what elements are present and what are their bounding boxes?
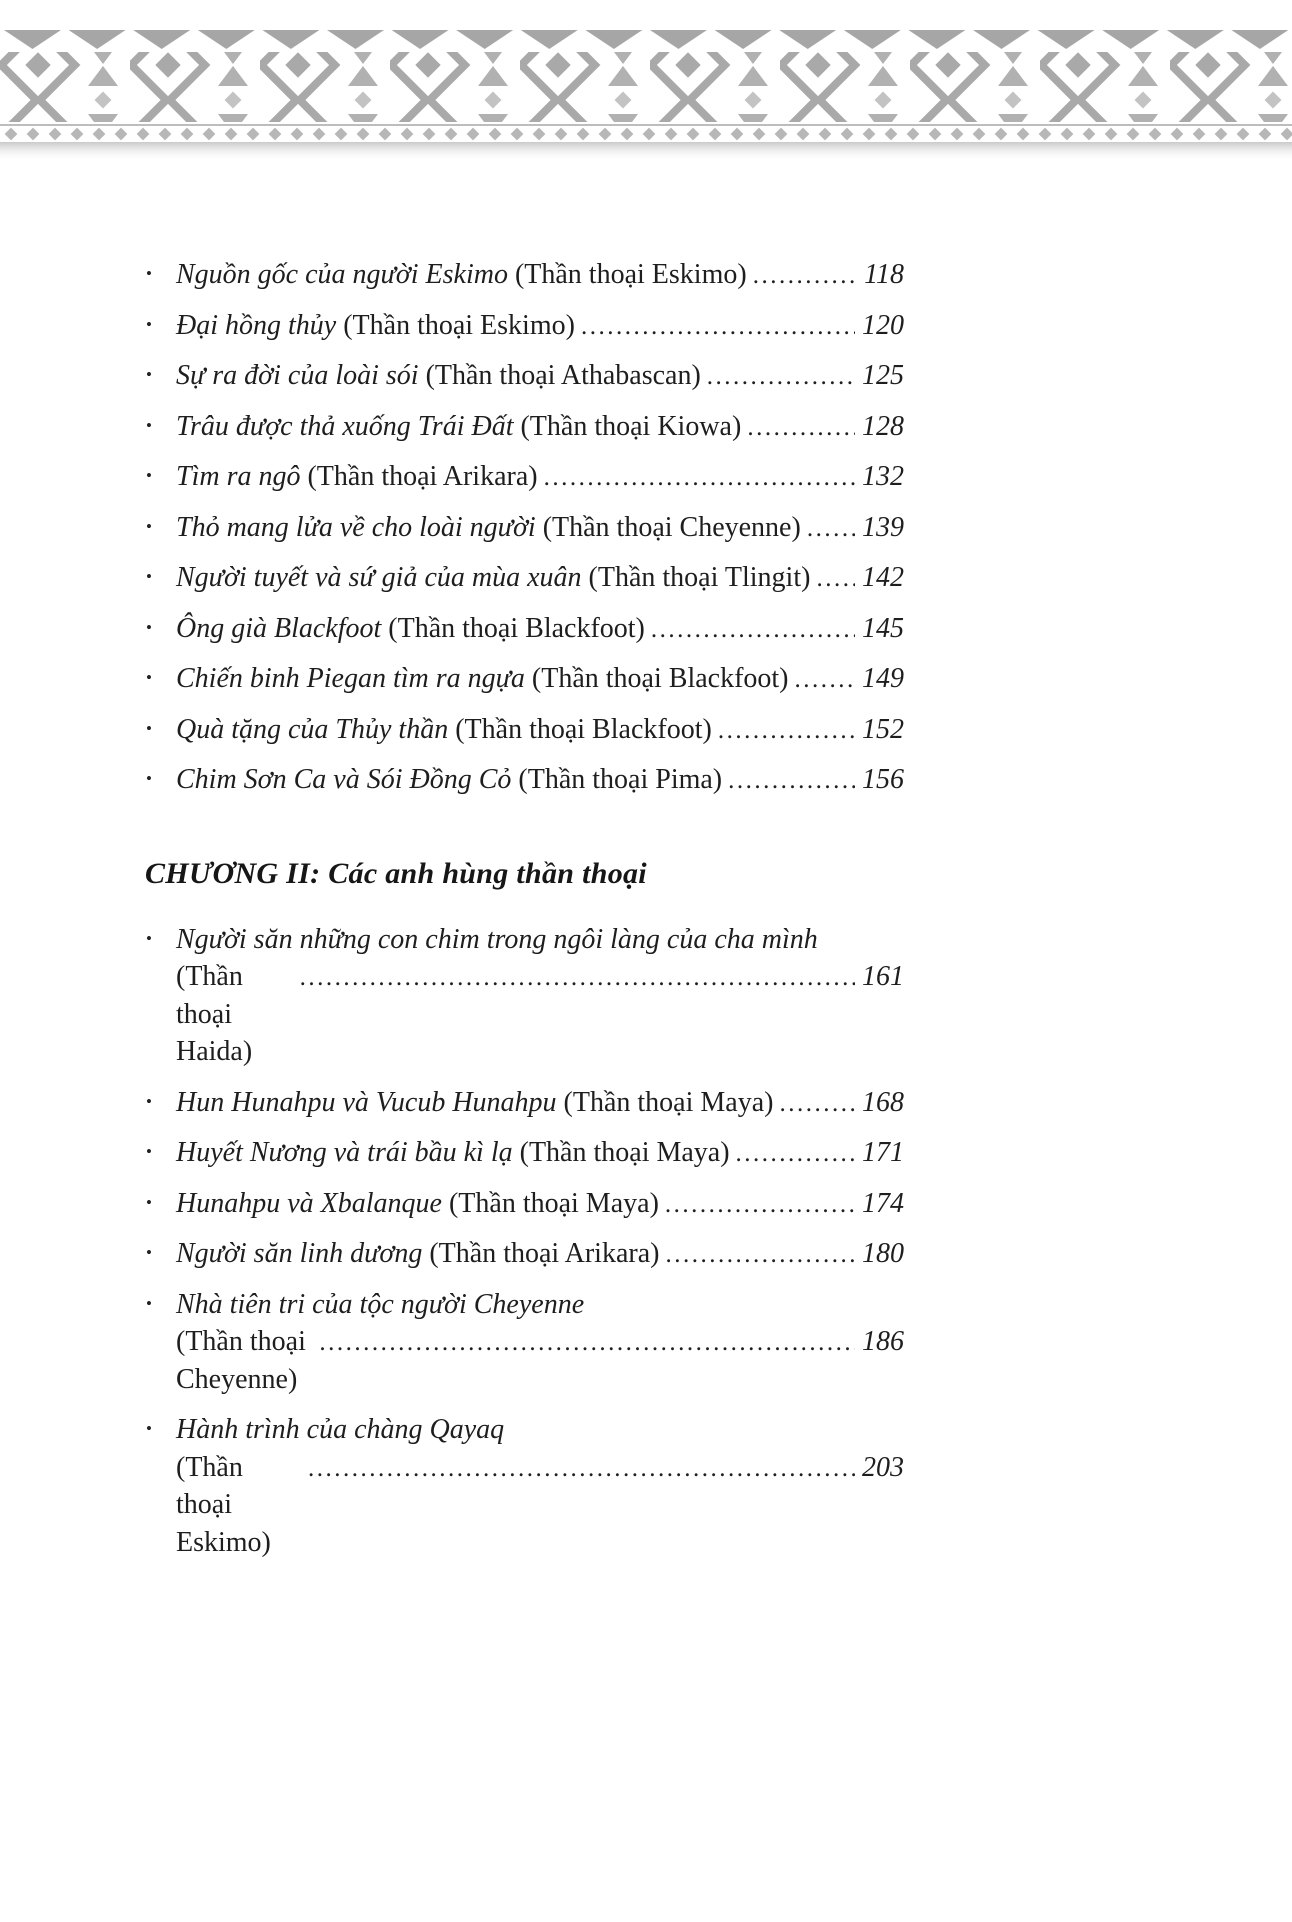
toc-entry-title: Quà tặng của Thủy thần [176,713,449,745]
toc-entry-row [176,458,904,496]
table-of-contents [146,256,904,1574]
toc-entry [146,307,904,345]
toc-entry-row [176,1323,904,1398]
toc-entry-source: (Thần thoại Blackfoot) [381,612,645,644]
toc-entry [146,408,904,446]
dot-leader [747,408,855,446]
toc-entry-page: 168 [862,1086,904,1118]
toc-entry-label [176,307,575,345]
toc-entry-page: 186 [862,1326,904,1358]
toc-entry-row [176,307,904,345]
toc-entry-title: Hunahpu và Xbalanque [176,1187,442,1219]
bullet-icon: • [146,1293,152,1313]
toc-entry [146,921,904,1071]
dot-leader [300,958,855,996]
bullet-icon: • [146,1192,152,1212]
toc-entry-body [176,1235,904,1273]
toc-entry-title: Hun Hunahpu và Vucub Hunahpu [176,1086,557,1118]
dot-leader [319,1323,855,1361]
toc-entry-title: Ông già Blackfoot [176,612,382,644]
dot-leader [816,559,855,597]
toc-entry [146,509,904,547]
toc-entry [146,559,904,597]
bullet-icon: • [146,668,152,688]
toc-entry-source: (Thần thoại Maya) [512,1137,730,1169]
toc-entry [146,1185,904,1223]
toc-entry-body [176,1411,904,1561]
toc-entry-row [176,1235,904,1273]
bullet-icon: • [146,314,152,334]
toc-entry-source: (Thần thoại Cheyenne) [176,1326,306,1395]
toc-entry-title: Nhà tiên tri của tộc người Cheyenne [176,1288,585,1320]
dot-leader [779,1084,855,1122]
dot-leader [807,509,855,547]
toc-entry-body [176,256,904,294]
bullet-icon: • [146,1243,152,1263]
toc-entry [146,1411,904,1561]
toc-entry-body [176,1185,904,1223]
toc-entry-title: Tìm ra ngô [176,461,301,493]
toc-entry-title: Nguồn gốc của người Eskimo [176,259,508,290]
toc-entry-page: 120 [862,309,904,341]
toc-entry-label [176,458,538,496]
dot-leader [795,660,855,698]
toc-entry-page: 132 [862,461,904,493]
toc-entry-page: 128 [862,410,904,442]
toc-entry-label [176,1235,659,1273]
toc-entry-row [176,610,904,648]
dot-leader [707,357,855,395]
toc-entry-label [176,761,722,799]
toc-entry [146,660,904,698]
dot-leader [753,256,857,294]
dot-leader [728,761,855,799]
toc-entry-source: (Thần thoại Eskimo) [507,259,747,290]
toc-entry [146,610,904,648]
toc-entry-label [176,1134,730,1172]
toc-entry-body [176,1134,904,1172]
toc-entry-title: Thỏ mang lửa về cho loài người [176,511,536,543]
toc-entry-source: (Thần thoại Blackfoot) [448,713,712,745]
toc-entry-source: (Thần thoại Maya) [441,1187,659,1219]
toc-entry-page: 145 [862,612,904,644]
toc-entry-body [176,1084,904,1122]
bullet-icon: • [146,1419,152,1439]
toc-entry-title: Trâu được thả xuống Trái Đất [176,410,514,442]
toc-entry-row [176,509,904,547]
toc-entry-body [176,408,904,446]
toc-entry-title: Huyết Nương và trái bầu kì lạ [176,1137,513,1169]
toc-entry-body [176,610,904,648]
toc-list [146,256,904,799]
toc-entry-label [176,509,801,547]
dot-leader [651,610,855,648]
toc-sections [146,256,904,1561]
toc-entry-source: (Thần thoại Arikara) [422,1238,660,1270]
toc-entry-page: 149 [862,663,904,695]
toc-entry-page: 156 [862,764,904,796]
toc-entry-source: (Thần thoại Pima) [511,764,723,796]
toc-entry-label [176,559,810,597]
toc-entry-source: (Thần thoại Haida) [176,961,253,1068]
toc-entry-body [176,307,904,345]
toc-entry-source: (Thần thoại Maya) [556,1086,774,1118]
toc-entry-title: Đại hồng thủy [176,309,337,341]
toc-entry-row [176,408,904,446]
toc-entry-body [176,458,904,496]
bullet-icon: • [146,1091,152,1111]
toc-entry-page: 152 [862,713,904,745]
bullet-icon: • [146,264,152,283]
toc-entry-label [176,1084,773,1122]
toc-entry-page: 118 [864,259,904,290]
toc-entry-source: (Thần thoại Blackfoot) [524,663,789,695]
toc-entry [146,1235,904,1273]
dot-leader [581,307,855,345]
toc-entry [146,357,904,395]
toc-entry-page: 171 [862,1137,904,1169]
toc-entry-label [176,357,701,395]
toc-entry-row [176,711,904,749]
toc-entry-row [176,660,904,698]
toc-entry-row [176,761,904,799]
toc-entry-title: Chiến binh Piegan tìm ra ngựa [176,663,525,695]
toc-entry-source: (Thần thoại Eskimo) [336,309,575,341]
bullet-icon: • [146,466,152,486]
toc-entry-body [176,761,904,799]
toc-entry-page: 142 [862,562,904,594]
bullet-icon: • [146,617,152,637]
toc-entry-title: Người săn những con chim trong ngôi làng của cha mình [176,923,818,955]
toc-entry-title: Sự ra đời của loài sói [176,360,419,392]
toc-section [146,256,904,799]
toc-entry-row [176,1185,904,1223]
toc-entry-source: (Thần thoại Tlingit) [581,562,811,594]
toc-list [146,921,904,1562]
bullet-icon: • [146,718,152,738]
toc-entry [146,1286,904,1399]
toc-entry-source: (Thần thoại Athabascan) [418,360,701,392]
bullet-icon: • [146,928,152,948]
bullet-icon: • [146,567,152,587]
toc-entry-page: 139 [862,511,904,543]
toc-entry-title: Người tuyết và sứ giả của mùa xuân [176,562,582,594]
bullet-icon: • [146,769,152,789]
toc-entry-row [176,1134,904,1172]
bullet-icon: • [146,415,152,435]
toc-entry-row [176,559,904,597]
toc-entry-body [176,559,904,597]
dot-leader [718,711,855,749]
toc-entry-body [176,921,904,1071]
toc-entry-label [176,256,747,294]
toc-entry-body [176,660,904,698]
toc-section [146,857,904,1562]
decorative-border-pattern [0,30,1292,162]
bullet-icon: • [146,365,152,385]
toc-entry-body [176,711,904,749]
toc-entry [146,711,904,749]
toc-entry-row [176,1449,904,1562]
toc-entry [146,1134,904,1172]
toc-entry-page: 161 [862,961,904,993]
toc-entry-row [176,1084,904,1122]
dot-leader [736,1134,855,1172]
toc-entry-label [176,408,741,446]
toc-entry-page: 125 [862,360,904,392]
bullet-icon: • [146,516,152,536]
toc-entry-page: 180 [862,1238,904,1270]
toc-entry-body [176,357,904,395]
toc-entry-source: (Thần thoại Cheyenne) [535,511,801,543]
toc-entry [146,458,904,496]
toc-entry-title: Chim Sơn Ca và Sói Đồng Cỏ [176,764,512,796]
toc-entry-label [176,660,789,698]
toc-entry-label [176,711,712,749]
toc-entry-row [176,256,904,294]
dot-leader [665,1235,855,1273]
dot-leader [544,458,855,496]
toc-entry-body [176,1286,904,1399]
toc-entry-title: Người săn linh dương [176,1238,423,1270]
bullet-icon: • [146,1142,152,1162]
toc-entry [146,256,904,294]
chapter-heading: CHƯƠNG II: Các anh hùng thần thoại [145,856,647,890]
dot-leader [665,1185,855,1223]
toc-entry-label [176,610,645,648]
toc-entry-source: (Thần thoại Eskimo) [176,1451,271,1558]
toc-entry [146,1084,904,1122]
toc-entry-page: 174 [862,1187,904,1219]
toc-entry-row [176,357,904,395]
toc-entry-title: Hành trình của chàng Qayaq [176,1414,505,1446]
toc-entry-row [176,958,904,1071]
toc-entry-body [176,509,904,547]
toc-entry-page: 203 [862,1451,904,1483]
toc-entry-label [176,1185,659,1223]
toc-entry-source: (Thần thoại Kiowa) [513,410,742,442]
toc-entry [146,761,904,799]
dot-leader [308,1449,855,1487]
toc-entry-source: (Thần thoại Arikara) [300,461,538,493]
